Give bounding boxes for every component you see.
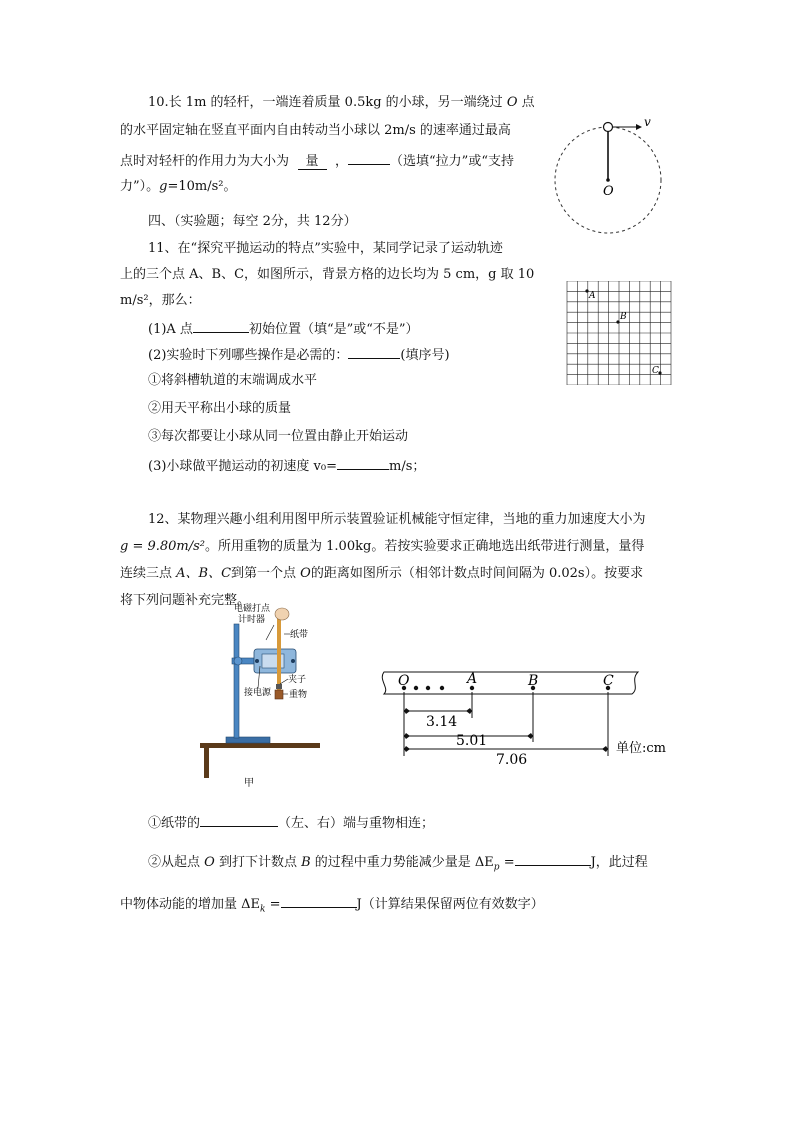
distance-OA: 3.14 [426, 714, 458, 730]
q12-text: ①纸带的 [148, 816, 201, 831]
distance-OB: 5.01 [456, 733, 488, 749]
q11-part2 [148, 344, 450, 365]
q10-line4 [120, 178, 237, 196]
q10-text: 点时对轻杆的作用力为大小为 [120, 154, 290, 169]
weight [275, 690, 283, 699]
q10-text: （选填“拉力”或“支持 [390, 154, 514, 169]
q10-line2: 的水平固定轴在竖直平面内自由转动当小球以 2m/s 的速率通过最高 [120, 123, 511, 138]
subscript-k: k [260, 904, 266, 915]
label-A: A [589, 291, 596, 301]
q10-text: =10m/s²。 [167, 179, 237, 194]
q11-blank-2[interactable] [348, 344, 400, 359]
tape-dot [440, 686, 444, 690]
leader-line [266, 625, 274, 640]
paper-tape [277, 618, 281, 690]
q11-line2: 上的三个点 A、B、C，如图所示，背景方格的边长均为 5 cm，g 取 10 [120, 267, 535, 282]
q10-line1 [148, 94, 535, 112]
subscript-p: p [493, 862, 500, 873]
dim-arrowhead [404, 733, 410, 739]
q12-text: 。所用重物的质量为 [205, 539, 327, 554]
tape-outline [382, 672, 638, 694]
label-power: 接电源 [244, 688, 272, 698]
unit-label: 单位:cm [616, 741, 666, 756]
label-timer: 电磁打点 [234, 604, 271, 614]
q12-text: 。若按实验要求正确地选出纸带进行测量，量得 [371, 539, 645, 554]
q10-g: g [159, 179, 168, 194]
clamp-knob [234, 657, 242, 665]
q10-text: 力”）。 [120, 179, 160, 194]
q11-text: (1)A 点 [148, 322, 193, 337]
q12-text: 中物体动能的增加量 ΔE [120, 897, 261, 912]
center-label-O: O [603, 184, 614, 199]
q10-text: ， [335, 154, 349, 169]
q12-text: J，此过程 [590, 855, 648, 870]
tape-diagram [370, 664, 680, 772]
q12-line3 [120, 565, 643, 583]
table-top [200, 743, 320, 748]
q12-point-O: O [204, 855, 215, 870]
table-leg [204, 748, 209, 778]
velocity-label: v [644, 116, 651, 129]
q12-g-value: g = 9.80m/s² [120, 539, 206, 554]
velocity-arrowhead [636, 124, 642, 130]
q12-line1: 12、某物理兴趣小组利用图甲所示装置验证机械能守恒定律，当地的重力加速度大小为 [148, 512, 646, 527]
tape-label-A: A [467, 671, 478, 687]
q12-text: 到第一个点 [231, 566, 301, 581]
q12-point-O: O [300, 566, 311, 581]
q11-part3 [148, 455, 425, 476]
dim-arrowhead [404, 708, 410, 714]
q12-text: = [499, 855, 515, 870]
timer-terminal [291, 659, 295, 663]
q11-blank-3[interactable] [337, 455, 389, 470]
q12-text: ②从起点 [148, 855, 205, 870]
tape-label-O: O [398, 673, 410, 689]
label-tape: 纸带 [290, 630, 309, 640]
vertical-circle-figure [550, 116, 670, 236]
q11-blank-1[interactable] [193, 318, 249, 333]
figure-caption-jia: 甲 [244, 778, 254, 789]
q10-blank-2[interactable] [348, 150, 390, 165]
q11-line1: 11、在“探究平抛运动的特点”实验中，某同学记录了运动轨迹 [148, 241, 503, 256]
q10-line3 [120, 150, 514, 171]
dim-arrowhead [527, 733, 533, 739]
timer-terminal [255, 659, 259, 663]
clip [276, 684, 282, 689]
q12-text: 连续三点 [120, 566, 177, 581]
q11-text: (2)实验时下列哪些操作是必需的： [148, 348, 349, 363]
label-C: C [652, 366, 659, 376]
pivot-O [606, 178, 610, 182]
q12-mass: 1.00kg [326, 539, 372, 554]
q11-text: (3)小球做平抛运动的初速度 v₀= [148, 459, 337, 474]
apparatus-figure [196, 600, 328, 796]
q10-text: 10.长 1m 的轻杆，一端连着质量 0.5kg 的小球，另一端绕过 [148, 95, 507, 110]
q11-text: 初始位置（填“是”或“不是”） [248, 322, 419, 337]
q10-blank-1[interactable] [289, 153, 335, 167]
q11-line3: m/s²，那么： [120, 293, 201, 308]
q12-answer-2 [148, 851, 648, 877]
label-clip: 夹子 [288, 675, 307, 685]
q12-text: 到打下计数点 [214, 855, 302, 870]
q12-line4: 将下列问题补充完整。 [120, 593, 251, 608]
tape-label-C: C [603, 673, 614, 689]
leader-line [280, 679, 288, 684]
q11-text: (填序号) [400, 348, 450, 363]
q12-answer-3 [120, 893, 544, 919]
q12-text: 的过程中重力势能减少量是 ΔE [310, 855, 494, 870]
q12-blank-2[interactable] [515, 851, 591, 866]
stand-base [226, 737, 270, 743]
ball [604, 123, 613, 132]
q12-text: （左、右）端与重物相连； [278, 816, 435, 831]
q11-option-2: ②用天平称出小球的质量 [148, 401, 292, 416]
q12-points: A、B、C [176, 566, 232, 581]
q11-option-3: ③每次都要让小球从同一位置由静止开始运动 [148, 429, 409, 444]
label-timer: 计时器 [238, 615, 266, 625]
distance-OC: 7.06 [496, 752, 528, 768]
label-weight: 重物 [289, 690, 308, 700]
q10-blank-1-fill: 量 [298, 154, 327, 170]
tape-dot [426, 686, 430, 690]
hand [275, 608, 289, 620]
q10-text: 点 [517, 95, 535, 110]
dim-arrowhead [602, 746, 608, 752]
q12-line2 [120, 538, 644, 556]
q12-blank-1[interactable] [200, 812, 278, 827]
dim-arrowhead [466, 708, 472, 714]
q11-text: m/s； [389, 459, 426, 474]
q12-text: = [265, 897, 281, 912]
q11-part1 [148, 318, 419, 339]
q12-text: J（计算结果保留两位有效数字） [356, 897, 544, 912]
label-B: B [620, 312, 627, 322]
trajectory-grid-figure [566, 281, 674, 385]
q10-point-O: O [506, 95, 518, 110]
tape-dot [414, 686, 418, 690]
stand-pole [234, 624, 239, 738]
q12-blank-3[interactable] [281, 893, 357, 908]
q12-point-B: B [301, 855, 311, 870]
dim-arrowhead [404, 746, 410, 752]
section-heading-experiment: 四、（实验题；每空 2分，共 12分） [148, 214, 357, 229]
tape-label-B: B [528, 673, 539, 689]
q12-answer-1 [148, 812, 434, 833]
q11-option-1: ①将斜槽轨道的末端调成水平 [148, 373, 318, 388]
q12-text: 的距离如图所示（相邻计数点时间间隔为 0.02s）。按要求 [310, 566, 644, 581]
